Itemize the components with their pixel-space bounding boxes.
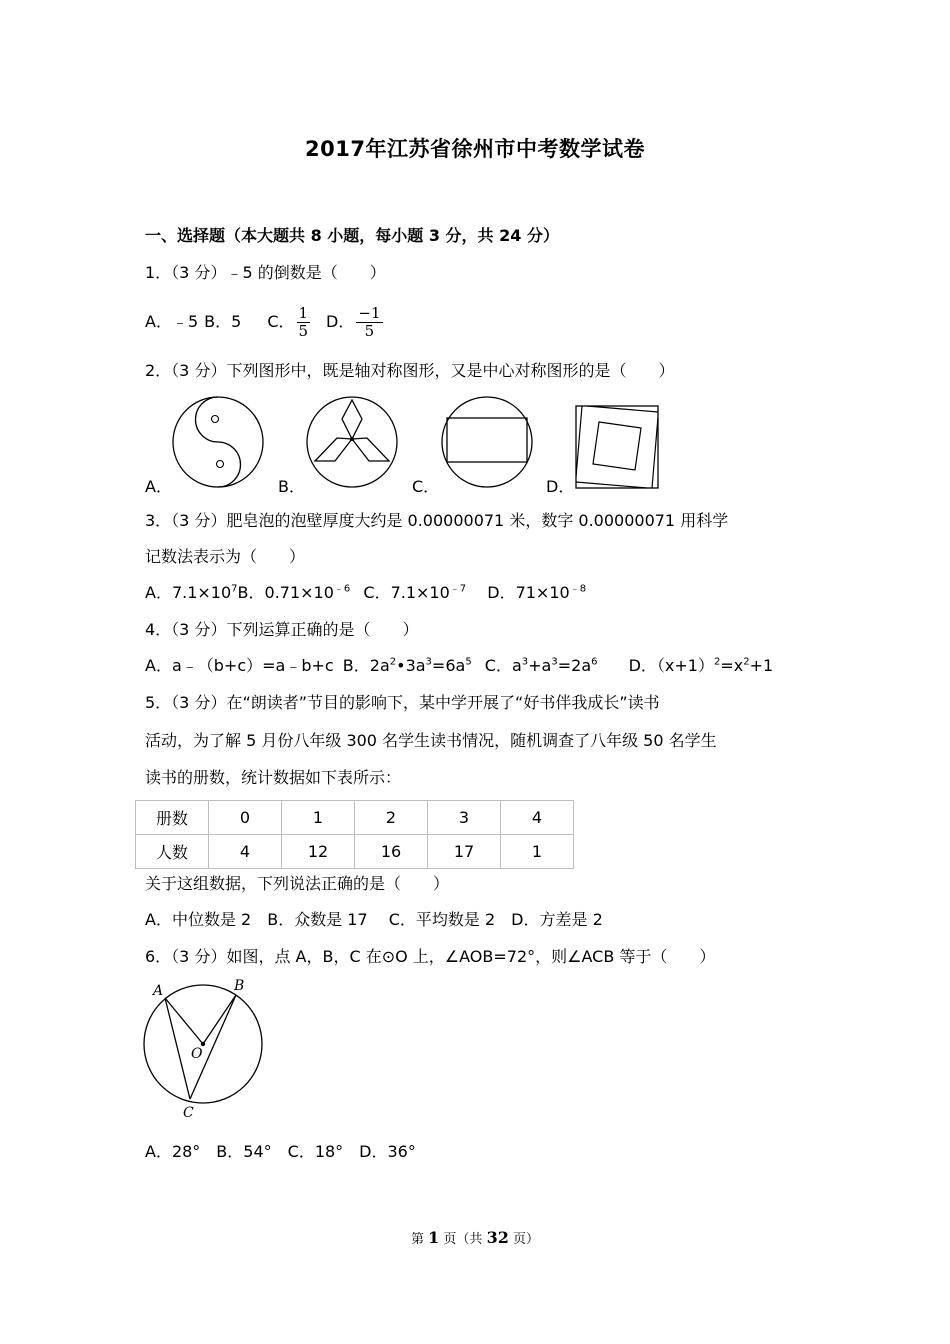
q4-option-c: C．a [484, 656, 522, 675]
footer-mid: 页（共 [439, 1232, 487, 1247]
q1-options [145, 302, 385, 342]
table-cell: 16 [355, 835, 428, 869]
q6-stem: 6．（3 分）如图，点 A，B，C 在⊙O 上，∠AOB=72°，则∠ACB 等于（ ） [145, 947, 716, 966]
q3-option-d: D．71×10 [487, 583, 570, 602]
q1-option-c: C． [267, 312, 295, 331]
q4-option-a: A．a﹣（b+c）=a﹣b+c [145, 656, 334, 675]
q2-stem: 2．（3 分）下列图形中，既是轴对称图形，又是中心对称图形的是（ ） [145, 361, 675, 380]
q4-option-d-result: +1 [749, 656, 774, 675]
table-row [136, 801, 574, 835]
table-cell: 12 [282, 835, 355, 869]
q1-option-c-fraction [297, 305, 311, 340]
table-cell: 17 [428, 835, 501, 869]
footer-page-number: 1 [428, 1228, 440, 1247]
fraction-numerator: −1 [358, 303, 381, 322]
q1-option-a: A．﹣5 [145, 312, 199, 331]
q4-option-c-exp1: 3 [521, 656, 529, 668]
q1-option-b: B．5 [204, 312, 242, 331]
table-cell: 1 [282, 801, 355, 835]
section-heading: 一、选择题（本大题共 8 小题，每小题 3 分，共 24 分） [145, 226, 559, 245]
q5-stem-line2: 活动，为了解 5 月份八年级 300 名学生读书情况，随机调查了八年级 50 名学生 [145, 731, 717, 750]
table-cell: 4 [501, 801, 574, 835]
q3-option-a: A．7.1×10 [145, 583, 232, 602]
q1-option-d: D． [326, 312, 355, 331]
table-row [136, 835, 574, 869]
q4-option-d: D．（x+1） [628, 656, 714, 675]
table-cell: 3 [428, 801, 501, 835]
q1-option-d-fraction [356, 305, 382, 340]
q3-stem-line2: 记数法表示为（ ） [145, 547, 306, 566]
table-cell: 册数 [136, 801, 209, 835]
three-diamond-figure [304, 394, 400, 490]
q5-stem-line3: 读书的册数，统计数据如下表所示： [145, 768, 402, 787]
fraction-denominator: 5 [364, 321, 375, 340]
q4-option-b: B．2a [342, 656, 390, 675]
footer-pre: 第 [411, 1232, 429, 1247]
q6-options: A．28° B．54° C．18° D．36° [145, 1142, 416, 1161]
q4-option-b-result: =6a [431, 656, 466, 675]
yin-yang-figure [170, 394, 266, 490]
q4-option-b-exp2: 3 [425, 656, 432, 668]
q4-option-c-exp2: 3 [551, 656, 558, 668]
point-a-label: A [153, 983, 164, 999]
q2-label-c: C． [412, 477, 440, 496]
table-cell: 2 [355, 801, 428, 835]
q4-stem: 4．（3 分）下列运算正确的是（ ） [145, 620, 419, 639]
q3-option-a-exponent: 7 [231, 583, 238, 595]
q3-stem-line1: 3．（3 分）肥皂泡的泡壁厚度大约是 0.00000071 米，数字 0.00000071 用科学 [145, 511, 729, 530]
q2-label-d: D． [546, 477, 575, 496]
q3-option-c-exponent: ﹣7 [449, 583, 467, 595]
q3-options [145, 582, 586, 604]
q4-option-c-result: =2a [557, 656, 592, 675]
q4-option-b-exp1: 2 [389, 656, 397, 668]
q4-option-d-mid: =x [720, 656, 744, 675]
fraction-numerator: 1 [298, 303, 309, 322]
page-title: 2017年江苏省徐州市中考数学试卷 [305, 137, 645, 161]
q4-option-d-exp1: 2 [713, 656, 721, 668]
footer-post: 页） [508, 1232, 539, 1247]
q1-stem: 1．（3 分）﹣5 的倒数是（ ） [145, 263, 386, 282]
q3-option-d-exponent: ﹣8 [569, 583, 587, 595]
point-b-label: B [234, 978, 245, 994]
q2-label-b: B． [278, 477, 305, 496]
table-cell: 4 [209, 835, 282, 869]
table-cell: 1 [501, 835, 574, 869]
q4-option-c-mid: +a [528, 656, 552, 675]
q5-options: A．中位数是 2 B．众数是 17 C．平均数是 2 D．方差是 2 [145, 910, 603, 929]
q3-option-b-exponent: ﹣6 [333, 583, 351, 595]
point-o-label: O [191, 1046, 203, 1062]
table-cell: 人数 [136, 835, 209, 869]
q5-question: 关于这组数据，下列说法正确的是（ ） [145, 874, 450, 893]
rectangle-in-circle-figure [439, 394, 535, 490]
q3-option-b: B．0.71×10 [237, 583, 334, 602]
q4-option-b-exp3: 5 [465, 656, 472, 668]
q3-option-c: C．7.1×10 [363, 583, 450, 602]
q5-stem-line1: 5．（3 分）在“朗读者”节目的影响下，某中学开展了“好书伴我成长”读书 [145, 693, 660, 712]
q4-options [145, 655, 773, 677]
q4-option-d-exp2: 2 [743, 656, 750, 668]
circle-angle-figure [140, 976, 270, 1120]
table-cell: 0 [209, 801, 282, 835]
fraction-denominator: 5 [298, 321, 309, 340]
footer-total-pages: 32 [486, 1228, 509, 1247]
page-footer [0, 1228, 950, 1247]
q2-label-a: A． [145, 477, 172, 496]
pinwheel-square-figure [574, 404, 660, 490]
point-c-label: C [183, 1105, 194, 1120]
q5-data-table [135, 800, 574, 869]
q4-option-b-mid: •3a [396, 656, 426, 675]
q4-option-c-exp3: 6 [591, 656, 598, 668]
